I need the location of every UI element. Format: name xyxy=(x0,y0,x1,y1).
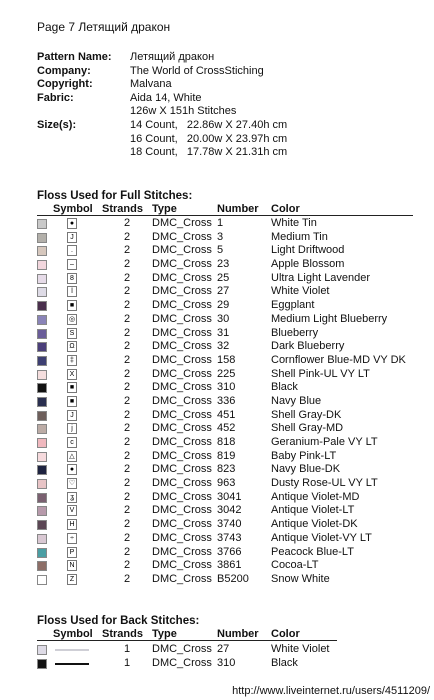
strands-cell: 2 xyxy=(124,394,131,407)
stitch-symbol: ‡ xyxy=(67,355,77,366)
stitch-symbol: ♡ xyxy=(68,480,76,488)
number-cell: 452 xyxy=(217,422,236,435)
color-swatch xyxy=(37,274,47,284)
color-swatch xyxy=(37,260,47,270)
color-name-cell: Antique Violet-LT xyxy=(271,504,355,517)
stitch-symbol: – xyxy=(67,259,77,270)
number-cell: 3041 xyxy=(217,490,242,503)
color-name-cell: Cornflower Blue-MD VY DK xyxy=(271,353,406,366)
stitch-symbol: j xyxy=(67,423,77,434)
stitch-symbol: ■ xyxy=(67,396,77,407)
color-swatch xyxy=(37,465,47,475)
pattern-info xyxy=(37,51,287,160)
info-value: Летящий дракон xyxy=(130,51,215,63)
strands-cell: 2 xyxy=(124,436,131,448)
type-cell: DMC_Cross xyxy=(152,545,212,558)
color-name-cell: Medium Tin xyxy=(271,230,328,243)
type-cell: DMC_Cross xyxy=(152,408,212,421)
number-cell: 23 xyxy=(217,258,230,271)
strands-cell: 1 xyxy=(124,656,131,669)
stitch-symbol: Z xyxy=(67,574,77,585)
type-cell: DMC_Cross xyxy=(152,643,212,655)
number-cell: 30 xyxy=(217,312,230,325)
header-symbol: Symbol xyxy=(53,628,93,640)
type-cell: DMC_Cross xyxy=(152,326,212,339)
number-cell: 3743 xyxy=(217,531,242,544)
stitch-symbol: N xyxy=(67,560,77,571)
color-name-cell: Ultra Light Lavender xyxy=(271,271,371,284)
strands-cell: 2 xyxy=(124,531,131,544)
stitch-symbol: J xyxy=(67,232,77,243)
strands-cell: 2 xyxy=(124,312,131,325)
strands-cell: 2 xyxy=(124,340,131,353)
color-swatch xyxy=(37,370,47,380)
stitch-symbol: △ xyxy=(67,451,77,462)
color-name-cell: Black xyxy=(271,381,298,394)
back-stitches-header xyxy=(37,628,337,641)
type-cell: DMC_Cross xyxy=(152,477,212,490)
color-swatch xyxy=(37,287,47,297)
color-swatch xyxy=(37,315,47,325)
stitch-symbol: c xyxy=(67,437,77,448)
number-cell: 5 xyxy=(217,244,224,257)
strands-cell: 2 xyxy=(124,230,131,243)
floss-row xyxy=(37,285,413,299)
color-name-cell: Snow White xyxy=(271,572,330,585)
info-label xyxy=(37,133,130,147)
color-swatch xyxy=(37,329,47,339)
number-cell: 27 xyxy=(217,643,230,655)
color-swatch xyxy=(37,246,47,256)
info-label: Fabric: xyxy=(37,91,74,104)
type-cell: DMC_Cross xyxy=(152,490,212,503)
floss-row xyxy=(37,422,413,436)
info-row xyxy=(37,119,287,133)
color-swatch xyxy=(37,659,47,669)
stitch-symbol: ● xyxy=(67,218,77,229)
floss-row xyxy=(37,354,413,368)
type-cell: DMC_Cross xyxy=(152,531,212,544)
color-name-cell: Apple Blossom xyxy=(271,258,345,271)
type-cell: DMC_Cross xyxy=(152,244,212,257)
info-value: 14 Count, 22.86w X 27.40h cm xyxy=(130,118,288,131)
number-cell: 225 xyxy=(217,367,236,380)
strands-cell: 2 xyxy=(124,258,131,271)
backstitch-line-symbol xyxy=(55,649,89,651)
number-cell: 310 xyxy=(217,381,236,394)
floss-row xyxy=(37,299,413,313)
header-strands: Strands xyxy=(102,628,143,640)
stitch-symbol: ʓ xyxy=(67,492,77,503)
info-value: Aida 14, White xyxy=(130,91,202,104)
type-cell: DMC_Cross xyxy=(152,217,212,229)
color-name-cell: Black xyxy=(271,656,298,669)
number-cell: 963 xyxy=(217,477,236,490)
color-swatch xyxy=(37,233,47,243)
strands-cell: 2 xyxy=(124,271,131,284)
stitch-symbol: ■ xyxy=(67,382,77,393)
info-label: Size(s): xyxy=(37,118,77,131)
stitch-symbol: ÷ xyxy=(67,533,77,544)
floss-row xyxy=(37,450,413,464)
type-cell: DMC_Cross xyxy=(152,285,212,298)
type-cell: DMC_Cross xyxy=(152,353,212,366)
type-cell: DMC_Cross xyxy=(152,463,212,476)
color-name-cell: Antique Violet-MD xyxy=(271,490,360,503)
strands-cell: 2 xyxy=(124,572,131,585)
type-cell: DMC_Cross xyxy=(152,367,212,380)
info-row xyxy=(37,78,287,92)
info-value: 18 Count, 17.78w X 21.31h cm xyxy=(130,146,288,159)
stitch-symbol: l xyxy=(67,286,77,297)
number-cell: 823 xyxy=(217,463,236,476)
info-row xyxy=(37,51,287,65)
number-cell: 819 xyxy=(217,449,236,462)
floss-row xyxy=(37,409,413,423)
number-cell: 3042 xyxy=(217,504,242,517)
floss-row xyxy=(37,395,413,409)
floss-row xyxy=(37,532,413,546)
color-name-cell: Dark Blueberry xyxy=(271,340,345,353)
stitch-symbol: ● xyxy=(67,464,77,475)
footer-url[interactable]: http://www.liveinternet.ru/users/4511209/ xyxy=(232,685,430,697)
info-row xyxy=(37,65,287,79)
floss-row xyxy=(37,436,413,450)
strands-cell: 2 xyxy=(124,244,131,257)
number-cell: 451 xyxy=(217,408,236,421)
info-label: Pattern Name: xyxy=(37,51,112,63)
color-name-cell: Baby Pink-LT xyxy=(271,449,337,462)
floss-row xyxy=(37,272,413,286)
number-cell: 29 xyxy=(217,299,230,312)
color-name-cell: White Tin xyxy=(271,217,317,229)
color-name-cell: Shell Gray-MD xyxy=(271,422,344,435)
number-cell: 818 xyxy=(217,436,236,448)
floss-row xyxy=(37,504,413,518)
strands-cell: 2 xyxy=(124,381,131,394)
color-swatch xyxy=(37,493,47,503)
color-swatch xyxy=(37,356,47,366)
color-swatch xyxy=(37,452,47,462)
floss-row xyxy=(37,491,413,505)
type-cell: DMC_Cross xyxy=(152,572,212,585)
number-cell: 3861 xyxy=(217,559,242,572)
strands-cell: 2 xyxy=(124,518,131,531)
floss-row xyxy=(37,258,413,272)
type-cell: DMC_Cross xyxy=(152,394,212,407)
backstitch-row xyxy=(37,657,337,671)
type-cell: DMC_Cross xyxy=(152,299,212,312)
floss-row xyxy=(37,313,413,327)
strands-cell: 2 xyxy=(124,449,131,462)
type-cell: DMC_Cross xyxy=(152,258,212,271)
stitch-symbol: Ω xyxy=(67,341,77,352)
stitch-symbol: J xyxy=(67,410,77,421)
type-cell: DMC_Cross xyxy=(152,340,212,353)
number-cell: 27 xyxy=(217,285,230,298)
backstitch-line-symbol xyxy=(55,663,89,665)
stitch-symbol: P xyxy=(67,547,77,558)
color-swatch xyxy=(37,548,47,558)
color-name-cell: Geranium-Pale VY LT xyxy=(271,436,378,448)
strands-cell: 2 xyxy=(124,504,131,517)
header-strands: Strands xyxy=(102,203,143,215)
stitch-symbol: 8 xyxy=(67,273,77,284)
strands-cell: 2 xyxy=(124,326,131,339)
number-cell: 25 xyxy=(217,271,230,284)
back-stitches-table xyxy=(37,643,337,670)
number-cell: 336 xyxy=(217,394,236,407)
number-cell: 32 xyxy=(217,340,230,353)
info-label xyxy=(37,105,130,119)
number-cell: B5200 xyxy=(217,572,249,585)
header-color: Color xyxy=(271,628,300,640)
strands-cell: 2 xyxy=(124,217,131,229)
color-swatch xyxy=(37,575,47,585)
header-type: Type xyxy=(152,203,177,215)
stitch-symbol: ■ xyxy=(67,300,77,311)
color-swatch xyxy=(37,506,47,516)
strands-cell: 2 xyxy=(124,353,131,366)
color-name-cell: Blueberry xyxy=(271,326,319,339)
floss-row xyxy=(37,546,413,560)
info-row xyxy=(37,133,287,147)
strands-cell: 2 xyxy=(124,299,131,312)
strands-cell: 2 xyxy=(124,422,131,435)
type-cell: DMC_Cross xyxy=(152,504,212,517)
header-type: Type xyxy=(152,628,177,640)
color-swatch xyxy=(37,397,47,407)
color-name-cell: Shell Pink-UL VY LT xyxy=(271,367,370,380)
strands-cell: 2 xyxy=(124,285,131,298)
strands-cell: 2 xyxy=(124,490,131,503)
stitch-symbol: X xyxy=(67,369,77,380)
color-name-cell: Medium Light Blueberry xyxy=(271,312,388,325)
color-swatch xyxy=(37,534,47,544)
floss-row xyxy=(37,559,413,573)
color-swatch xyxy=(37,438,47,448)
info-row xyxy=(37,105,287,119)
color-name-cell: Dusty Rose-UL VY LT xyxy=(271,477,378,490)
info-row xyxy=(37,146,287,160)
strands-cell: 2 xyxy=(124,367,131,380)
floss-row xyxy=(37,463,413,477)
page-header: Page 7 Летящий дракон xyxy=(37,20,171,34)
color-swatch xyxy=(37,424,47,434)
header-symbol: Symbol xyxy=(53,203,93,215)
backstitch-row xyxy=(37,643,337,657)
number-cell: 3740 xyxy=(217,518,242,531)
type-cell: DMC_Cross xyxy=(152,312,212,325)
stitch-symbol: . xyxy=(67,245,77,256)
color-name-cell: Navy Blue xyxy=(271,394,322,407)
number-cell: 1 xyxy=(217,217,224,229)
color-swatch xyxy=(37,645,47,655)
type-cell: DMC_Cross xyxy=(152,271,212,284)
color-swatch xyxy=(37,383,47,393)
stitch-symbol: V xyxy=(67,505,77,516)
strands-cell: 2 xyxy=(124,545,131,558)
color-name-cell: Antique Violet-VY LT xyxy=(271,531,372,544)
info-row xyxy=(37,92,287,106)
type-cell: DMC_Cross xyxy=(152,656,212,669)
number-cell: 31 xyxy=(217,326,230,339)
type-cell: DMC_Cross xyxy=(152,449,212,462)
floss-row xyxy=(37,477,413,491)
color-swatch xyxy=(37,479,47,489)
type-cell: DMC_Cross xyxy=(152,381,212,394)
floss-row xyxy=(37,340,413,354)
color-swatch xyxy=(37,301,47,311)
header-number: Number xyxy=(217,628,259,640)
stitch-symbol: S xyxy=(67,328,77,339)
floss-row xyxy=(37,368,413,382)
info-label: Company: xyxy=(37,64,91,77)
info-label: Copyright: xyxy=(37,78,93,91)
color-name-cell: Peacock Blue-LT xyxy=(271,545,354,558)
color-name-cell: Eggplant xyxy=(271,299,315,312)
full-stitches-title: Floss Used for Full Stitches: xyxy=(37,190,193,202)
strands-cell: 2 xyxy=(124,463,131,476)
floss-row xyxy=(37,244,413,258)
full-stitches-header xyxy=(37,203,413,216)
stitch-symbol: H xyxy=(67,519,77,530)
number-cell: 3766 xyxy=(217,545,242,558)
number-cell: 158 xyxy=(217,353,236,366)
color-swatch xyxy=(37,520,47,530)
color-name-cell: Cocoa-LT xyxy=(271,559,319,572)
type-cell: DMC_Cross xyxy=(152,518,212,531)
full-stitches-table xyxy=(37,217,413,587)
info-value: The World of CrossStiching xyxy=(130,64,264,77)
color-name-cell: Light Driftwood xyxy=(271,244,345,257)
color-name-cell: Antique Violet-DK xyxy=(271,518,358,531)
color-swatch xyxy=(37,411,47,421)
type-cell: DMC_Cross xyxy=(152,559,212,572)
color-swatch xyxy=(37,219,47,229)
floss-row xyxy=(37,573,413,587)
strands-cell: 1 xyxy=(124,643,131,655)
type-cell: DMC_Cross xyxy=(152,436,212,448)
number-cell: 310 xyxy=(217,656,236,669)
color-name-cell: Navy Blue-DK xyxy=(271,463,341,476)
number-cell: 3 xyxy=(217,230,224,243)
floss-row xyxy=(37,231,413,245)
stitch-symbol: ◎ xyxy=(68,315,76,323)
info-label xyxy=(37,146,130,160)
type-cell: DMC_Cross xyxy=(152,230,212,243)
type-cell: DMC_Cross xyxy=(152,422,212,435)
back-stitches-title: Floss Used for Back Stitches: xyxy=(37,615,200,627)
floss-row xyxy=(37,381,413,395)
header-color: Color xyxy=(271,203,300,215)
color-swatch xyxy=(37,342,47,352)
floss-row xyxy=(37,327,413,341)
floss-row xyxy=(37,217,413,231)
color-name-cell: White Violet xyxy=(271,643,330,655)
floss-row xyxy=(37,518,413,532)
color-name-cell: Shell Gray-DK xyxy=(271,408,342,421)
info-value: 16 Count, 20.00w X 23.97h cm xyxy=(130,132,288,145)
strands-cell: 2 xyxy=(124,408,131,421)
color-swatch xyxy=(37,561,47,571)
strands-cell: 2 xyxy=(124,559,131,572)
info-value: 126w X 151h Stitches xyxy=(130,105,237,118)
strands-cell: 2 xyxy=(124,477,131,490)
info-value: Malvana xyxy=(130,78,172,91)
header-number: Number xyxy=(217,203,259,215)
color-name-cell: White Violet xyxy=(271,285,330,298)
